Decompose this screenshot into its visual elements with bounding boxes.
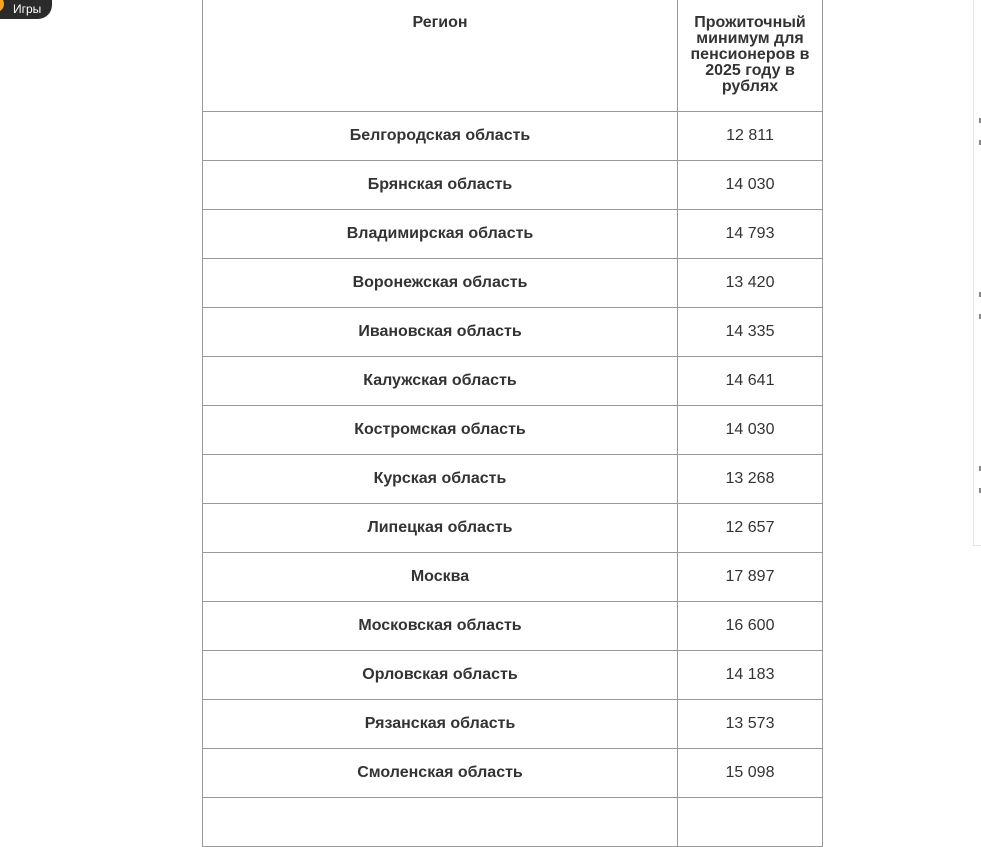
minimum-value-cell: 14 793 [678, 210, 823, 259]
minimum-value-cell: 14 335 [678, 308, 823, 357]
header-region: Регион [203, 0, 678, 112]
minimum-value-cell: 13 573 [678, 700, 823, 749]
table-row [203, 749, 823, 798]
region-cell [203, 798, 678, 847]
table-row [203, 651, 823, 700]
table-row [203, 357, 823, 406]
region-cell: Орловская область [203, 651, 678, 700]
table-row [203, 602, 823, 651]
games-badge[interactable] [0, 0, 52, 19]
table-row [203, 504, 823, 553]
minimum-value-cell: 13 268 [678, 455, 823, 504]
table-row [203, 455, 823, 504]
table-row [203, 798, 823, 847]
table-row [203, 700, 823, 749]
table-row [203, 308, 823, 357]
minimum-value-cell: 15 098 [678, 749, 823, 798]
table-row [203, 553, 823, 602]
minimum-value-cell: 12 811 [678, 112, 823, 161]
games-label: Игры [13, 2, 42, 16]
minimum-value-cell: 14 641 [678, 357, 823, 406]
region-cell: Ивановская область [203, 308, 678, 357]
games-icon [0, 0, 4, 12]
minimum-value-cell: 16 600 [678, 602, 823, 651]
table-row [203, 406, 823, 455]
region-cell: Москва [203, 553, 678, 602]
region-cell: Московская область [203, 602, 678, 651]
minimum-value-cell: 14 183 [678, 651, 823, 700]
table-row [203, 161, 823, 210]
table-row [203, 259, 823, 308]
region-cell: Рязанская область [203, 700, 678, 749]
table-header-row [203, 0, 823, 112]
region-cell: Брянская область [203, 161, 678, 210]
table-row [203, 112, 823, 161]
minimum-value-cell [678, 798, 823, 847]
minimum-value-cell: 14 030 [678, 406, 823, 455]
region-cell: Костромская область [203, 406, 678, 455]
region-cell: Воронежская область [203, 259, 678, 308]
minimum-value-cell: 12 657 [678, 504, 823, 553]
table-row [203, 210, 823, 259]
region-cell: Белгородская область [203, 112, 678, 161]
minimum-value-cell: 14 030 [678, 161, 823, 210]
region-cell: Курская область [203, 455, 678, 504]
pension-minimum-table [202, 0, 823, 847]
header-minimum: Прожиточный минимум для пенсионеров в 2025 году в рублях [678, 0, 823, 112]
region-cell: Владимирская область [203, 210, 678, 259]
region-cell: Смоленская область [203, 749, 678, 798]
region-cell: Калужская область [203, 357, 678, 406]
minimum-value-cell: 17 897 [678, 553, 823, 602]
region-cell: Липецкая область [203, 504, 678, 553]
minimum-value-cell: 13 420 [678, 259, 823, 308]
